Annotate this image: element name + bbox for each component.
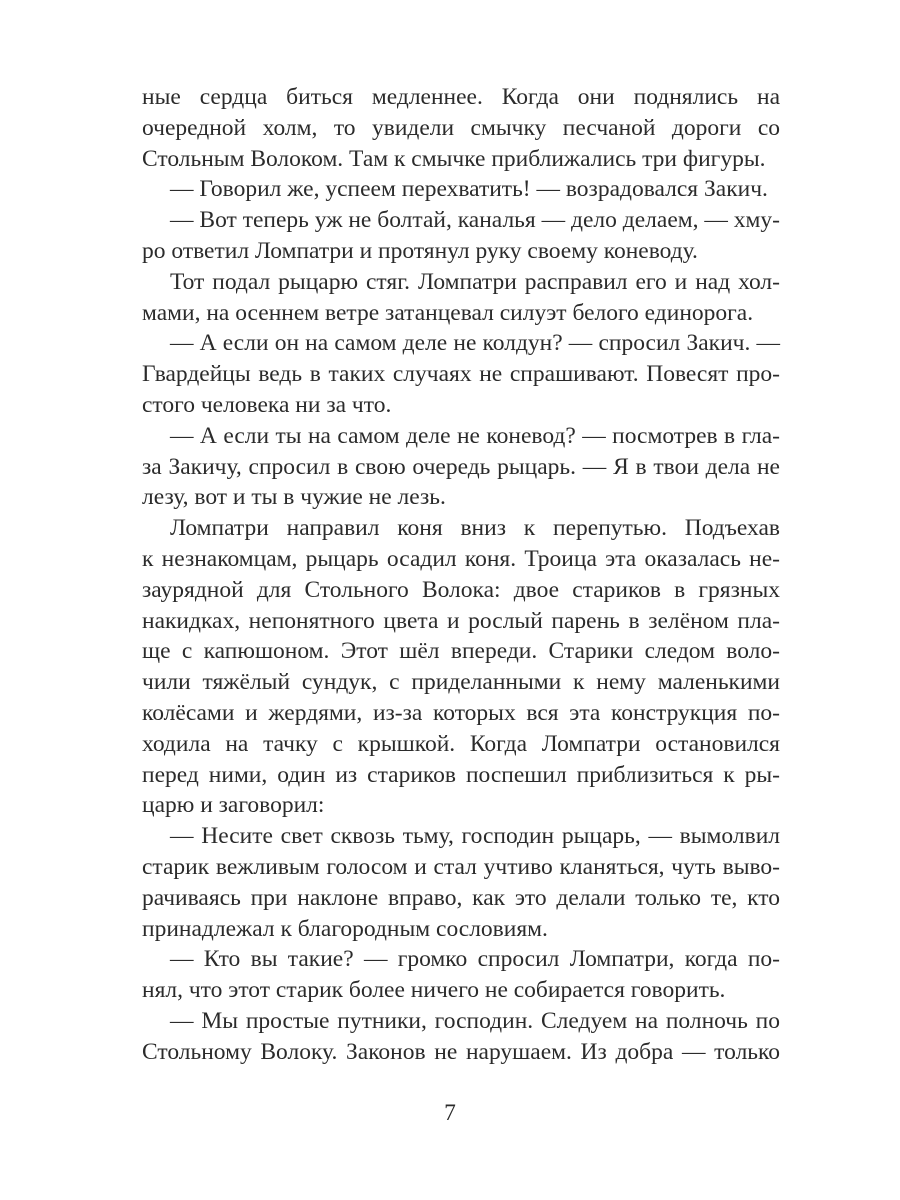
text-line: принадлежал к благородным сословиям.: [142, 915, 548, 942]
text-line: старик вежливым голосом и стал учтиво кланяться, чуть выво-: [142, 853, 780, 880]
text-line: — Вот теперь уж не болтай, каналья — дело делаем, — хму-: [170, 207, 780, 234]
text-line: лезу, вот и ты в чужие не лезь.: [142, 484, 446, 511]
text-line: — А если ты на самом деле не коневод? — посмотрев в гла-: [170, 422, 780, 449]
text-line: ные сердца биться медленнее. Когда они поднялись на: [142, 84, 780, 110]
text-line: — А если он на самом деле не колдун? — спросил Закич. —: [170, 330, 780, 357]
text-line: за Закичу, спросил в свою очередь рыцарь. — Я в твои дела не: [142, 453, 780, 480]
text-line: Гвардейцы ведь в таких случаях не спрашивают. Повесят про-: [142, 361, 780, 388]
text-line: ро ответил Ломпатри и протянул руку своему коневоду.: [142, 237, 698, 264]
text-line: колёсами и жердями, из-за которых вся эта конструкция по-: [142, 699, 780, 726]
text-line: мами, на осеннем ветре затанцевал силуэт белого единорога.: [142, 299, 754, 326]
text-line: — Несите свет сквозь тьму, господин рыцарь, — вымолвил: [170, 823, 780, 850]
text-line: нял, что этот старик более ничего не собирается говорить.: [142, 977, 726, 1004]
text-line: ходила на тачку с крышкой. Когда Ломпатри остановился: [142, 730, 780, 757]
text-line: Стольным Волоком. Там к смычке приближались три фигуры.: [142, 145, 766, 172]
text-line: Ломпатри направил коня вниз к перепутью. Подъехав: [170, 515, 780, 542]
text-line: Тот подал рыцарю стяг. Ломпатри расправил его и над хол-: [170, 268, 780, 295]
text-line: к незнакомцам, рыцарь осадил коня. Троица эта оказалась не-: [142, 545, 780, 572]
text-line: очередной холм, то увидели смычку песчаной дороги со: [142, 114, 780, 141]
page-number: 7: [444, 1100, 456, 1126]
text-line: перед ними, один из стариков поспешил приблизиться к ры-: [142, 761, 780, 788]
text-line: — Мы простые путники, господин. Следуем на полночь по: [170, 1007, 780, 1034]
text-line: стого человека ни за что.: [142, 391, 392, 418]
text-line: — Говорил же, успеем перехватить! — возрадовался Закич.: [170, 176, 768, 203]
text-line: заурядной для Стольного Волока: двое стариков в грязных: [142, 576, 780, 603]
text-line: ще с капюшоном. Этот шёл впереди. Старики следом воло-: [142, 638, 780, 665]
text-line: чили тяжёлый сундук, с приделанными к нему маленькими: [142, 669, 780, 696]
text-line: — Кто вы такие? — громко спросил Ломпатри, когда по-: [170, 946, 780, 973]
text-line: накидках, непонятного цвета и рослый парень в зелёном пла-: [142, 607, 780, 634]
text-line: царю и заговорил:: [142, 792, 325, 819]
text-line: рачиваясь при наклоне вправо, как это делали только те, кто: [142, 884, 780, 911]
body-text: [142, 82, 780, 1068]
text-line: Стольному Волоку. Законов не нарушаем. Из добра — только: [142, 1038, 780, 1065]
